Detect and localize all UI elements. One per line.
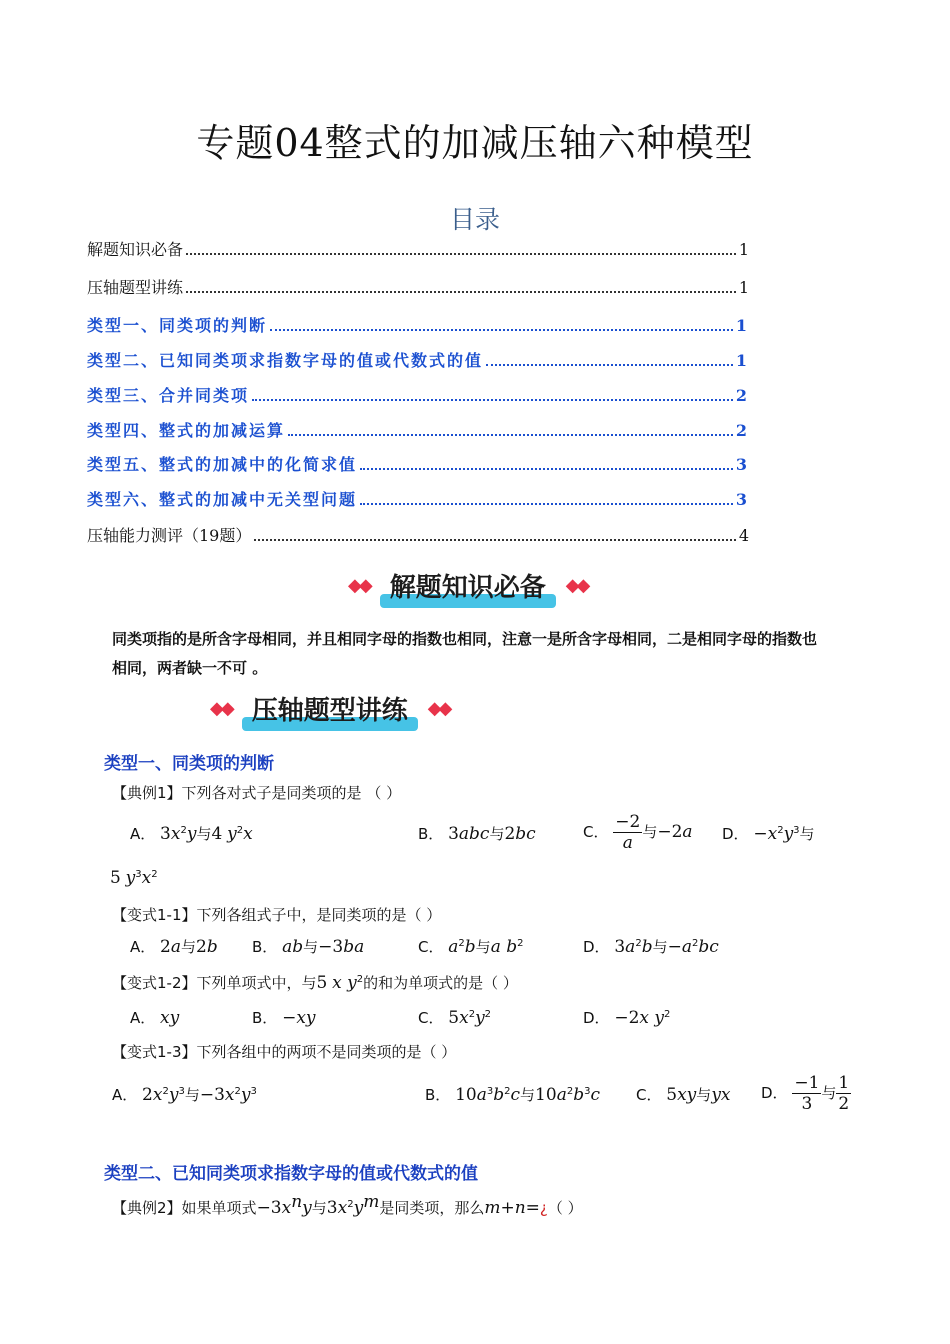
math-var: a bbox=[682, 822, 693, 842]
option-d[interactable] bbox=[583, 1007, 670, 1028]
math-exp: 3 bbox=[486, 1086, 494, 1097]
toc-label: 类型五、整式的加减中的化简求值 bbox=[87, 455, 358, 474]
option-d[interactable] bbox=[583, 936, 719, 957]
math-coef: 5 bbox=[110, 868, 121, 888]
math-connector: 与 bbox=[652, 938, 668, 956]
math-text: a bbox=[625, 937, 636, 957]
math-connector: 与 bbox=[196, 825, 212, 843]
math-var: x bbox=[243, 824, 253, 844]
math-text: 3 bbox=[326, 1198, 338, 1218]
question-text: 下列单项式中，与 bbox=[196, 974, 317, 992]
math-text: b bbox=[573, 1085, 585, 1105]
option-a[interactable] bbox=[130, 1007, 179, 1028]
math-exp: 2 bbox=[180, 825, 187, 836]
math-text: = bbox=[525, 1198, 540, 1218]
question-text: 如果单项式 bbox=[181, 1199, 257, 1217]
option-a[interactable] bbox=[130, 936, 218, 957]
option-a[interactable] bbox=[112, 1084, 257, 1105]
type1-heading: 类型一、同类项的判断 bbox=[104, 754, 274, 774]
toc-leader bbox=[252, 398, 733, 401]
example-2-question bbox=[112, 1192, 583, 1218]
banner-label-box bbox=[242, 690, 418, 727]
toc-leader bbox=[186, 252, 736, 255]
option-b[interactable] bbox=[252, 936, 364, 957]
math-text: a bbox=[170, 937, 182, 957]
math-text: xy bbox=[160, 1008, 180, 1028]
toc-page: 1 bbox=[735, 316, 749, 335]
math-text: x bbox=[337, 1198, 348, 1218]
option-c[interactable] bbox=[418, 1007, 491, 1028]
math-exp: m bbox=[363, 1192, 380, 1212]
toc-label: 类型一、同类项的判断 bbox=[87, 316, 268, 335]
math-text: 10 bbox=[535, 1085, 557, 1105]
toc-page: 1 bbox=[738, 240, 749, 259]
toc-leader bbox=[360, 467, 733, 470]
math-exp: 2 bbox=[151, 869, 158, 880]
math-connector: 与 bbox=[475, 938, 491, 956]
math-exp: 2 bbox=[635, 938, 642, 949]
garbled-glyph: ¿ bbox=[539, 1199, 548, 1217]
toc-row[interactable] bbox=[87, 348, 749, 371]
toc-page: 4 bbox=[738, 526, 749, 545]
math-text: y bbox=[240, 1085, 251, 1105]
math-text: y bbox=[168, 1085, 179, 1105]
diamond-icon: ◆◆ bbox=[210, 698, 232, 719]
option-letter: D． bbox=[583, 1009, 610, 1027]
math-text: y bbox=[475, 1008, 485, 1028]
math-text: x y bbox=[639, 1008, 665, 1028]
math-fraction bbox=[792, 1073, 821, 1114]
toc-label: 类型二、已知同类项求指数字母的值或代数式的值 bbox=[87, 351, 484, 370]
math-connector: 与 bbox=[696, 1086, 712, 1104]
option-letter: C． bbox=[583, 823, 609, 841]
math-coef: 2 bbox=[504, 824, 516, 844]
option-letter: B． bbox=[425, 1086, 451, 1104]
question-tag: 【变式1-2】 bbox=[112, 974, 197, 992]
math-text: a b bbox=[490, 937, 518, 957]
math-text: b bbox=[493, 1085, 505, 1105]
math-coef: 3 bbox=[160, 824, 171, 844]
math-exp: 2 bbox=[504, 1086, 511, 1097]
toc-leader bbox=[270, 328, 733, 331]
math-text: xy bbox=[677, 1085, 697, 1105]
math-exp: 2 bbox=[356, 974, 364, 985]
question-tag: 【变式1-1】 bbox=[112, 906, 197, 924]
math-text: 5 bbox=[448, 1008, 460, 1028]
math-text: x bbox=[224, 1085, 235, 1105]
toc-row[interactable] bbox=[87, 523, 749, 546]
math-var: y bbox=[125, 868, 136, 888]
math-exp: 2 bbox=[691, 938, 699, 949]
question-tag: 【变式1-3】 bbox=[112, 1043, 197, 1061]
option-letter: A． bbox=[112, 1086, 138, 1104]
math-exp: 2 bbox=[566, 1086, 574, 1097]
toc-page: 2 bbox=[735, 421, 749, 440]
math-coef: 3 bbox=[448, 824, 459, 844]
math-var: y bbox=[783, 824, 794, 844]
toc-row[interactable] bbox=[87, 275, 749, 298]
question-tail: （ ） bbox=[547, 1199, 583, 1217]
diamond-icon: ◆◆ bbox=[348, 575, 370, 596]
toc-row[interactable] bbox=[87, 452, 749, 475]
toc-label: 压轴题型讲练 bbox=[87, 278, 184, 297]
math-var: abc bbox=[458, 824, 490, 844]
option-b[interactable] bbox=[418, 823, 536, 844]
toc-page: 3 bbox=[735, 490, 749, 509]
math-text: −3 bbox=[256, 1198, 282, 1218]
toc-page: 3 bbox=[735, 455, 749, 474]
question-text: 下列各组中的两项不是同类项的是（ ） bbox=[196, 1043, 457, 1061]
math-var: x bbox=[170, 824, 181, 844]
math-text: a bbox=[476, 1085, 487, 1105]
math-exp: 3 bbox=[250, 1086, 257, 1097]
math-text: −3 bbox=[199, 1085, 225, 1105]
math-connector: 与 bbox=[181, 938, 197, 956]
math-var: y bbox=[186, 824, 197, 844]
toc-row[interactable] bbox=[87, 237, 749, 260]
math-text: 5 bbox=[666, 1085, 678, 1105]
math-text: ab bbox=[282, 937, 304, 957]
toc-label: 类型三、合并同类项 bbox=[87, 386, 250, 405]
math-exp: 3 bbox=[584, 1086, 591, 1097]
fraction-numerator: 1 bbox=[838, 1073, 850, 1093]
math-text: y bbox=[302, 1198, 312, 1218]
toc-leader bbox=[288, 433, 733, 436]
math-exp: n bbox=[291, 1192, 303, 1212]
math-connector: 与 bbox=[520, 1086, 536, 1104]
math-exp: 2 bbox=[484, 1009, 492, 1020]
math-text: − bbox=[282, 1008, 297, 1028]
math-fraction bbox=[836, 1073, 851, 1114]
banner-label-box bbox=[380, 567, 556, 604]
option-letter: B． bbox=[418, 825, 444, 843]
math-exp: 2 bbox=[162, 1086, 169, 1097]
math-text: b bbox=[641, 937, 653, 957]
math-text: + bbox=[500, 1198, 515, 1218]
option-letter: A． bbox=[130, 825, 156, 843]
math-sign: − bbox=[753, 824, 768, 844]
section-banner-practice bbox=[210, 690, 449, 727]
math-text: x y bbox=[332, 973, 357, 993]
variant-1-1-question bbox=[112, 904, 441, 925]
math-text: m bbox=[484, 1198, 501, 1218]
math-exp: 2 bbox=[664, 1009, 671, 1020]
math-exp: 2 bbox=[517, 938, 524, 949]
math-text: n bbox=[514, 1198, 526, 1218]
math-connector: 与 bbox=[642, 823, 658, 841]
question-text: 与 bbox=[311, 1199, 327, 1217]
math-exp: 3 bbox=[135, 869, 142, 880]
option-letter: C． bbox=[418, 938, 444, 956]
math-text: xy bbox=[296, 1008, 316, 1028]
toc-row[interactable] bbox=[87, 418, 749, 441]
option-a[interactable] bbox=[130, 823, 253, 844]
type2-heading: 类型二、已知同类项求指数字母的值或代数式的值 bbox=[104, 1164, 478, 1184]
toc-page: 2 bbox=[735, 386, 749, 405]
math-text: yx bbox=[711, 1085, 731, 1105]
math-text: 3 bbox=[614, 937, 626, 957]
option-c[interactable] bbox=[418, 936, 523, 957]
option-letter: C． bbox=[418, 1009, 444, 1027]
option-letter: B． bbox=[252, 1009, 278, 1027]
fraction-denominator: 2 bbox=[838, 1094, 850, 1114]
math-text: b bbox=[464, 937, 476, 957]
math-text: ba bbox=[343, 937, 365, 957]
option-letter: C． bbox=[636, 1086, 662, 1104]
option-letter: B． bbox=[252, 938, 278, 956]
knowledge-paragraph bbox=[112, 625, 912, 683]
option-letter: D． bbox=[583, 938, 610, 956]
option-b[interactable] bbox=[425, 1084, 600, 1105]
diamond-icon: ◆◆ bbox=[427, 698, 450, 719]
math-connector: 与 bbox=[821, 1084, 837, 1102]
variant-1-3-question bbox=[112, 1041, 456, 1062]
section-banner-knowledge bbox=[348, 567, 587, 604]
math-text: − bbox=[667, 937, 682, 957]
math-text: −2 bbox=[614, 1008, 640, 1028]
math-exp: 2 bbox=[234, 1086, 241, 1097]
toc-row[interactable] bbox=[87, 487, 749, 510]
question-text: 下列各对式子是同类项的是 （ ） bbox=[181, 784, 402, 802]
math-fraction bbox=[613, 812, 642, 853]
math-exp: 2 bbox=[458, 938, 465, 949]
diamond-icon: ◆◆ bbox=[565, 575, 588, 596]
math-var: x bbox=[767, 824, 778, 844]
toc-leader bbox=[254, 538, 735, 541]
option-c[interactable] bbox=[636, 1084, 731, 1105]
math-connector: 与 bbox=[303, 938, 319, 956]
question-text: 下列各组式子中，是同类项的是（ ） bbox=[196, 906, 442, 924]
math-text: x bbox=[281, 1198, 292, 1218]
fraction-numerator: −1 bbox=[794, 1073, 820, 1093]
math-exp: 2 bbox=[468, 1009, 476, 1020]
question-text: 是同类项，那么 bbox=[379, 1199, 485, 1217]
math-connector: 与 bbox=[184, 1086, 200, 1104]
math-text: a bbox=[556, 1085, 567, 1105]
math-exp: 3 bbox=[793, 825, 800, 836]
math-var: bc bbox=[515, 824, 536, 844]
option-letter: D． bbox=[761, 1084, 788, 1102]
toc-label: 解题知识必备 bbox=[87, 240, 184, 259]
question-text: 的和为单项式的是（ ） bbox=[363, 974, 518, 992]
example-1-question bbox=[112, 782, 401, 803]
math-exp: 3 bbox=[178, 1086, 185, 1097]
option-d[interactable] bbox=[761, 1073, 851, 1114]
toc-page: 1 bbox=[738, 278, 749, 297]
toc-label: 压轴能力测评（19题） bbox=[87, 526, 252, 545]
math-text: 2 bbox=[160, 937, 171, 957]
option-letter: D． bbox=[722, 825, 749, 843]
math-text: y bbox=[353, 1198, 364, 1218]
math-text: a bbox=[681, 937, 692, 957]
fraction-denominator: 3 bbox=[801, 1094, 813, 1114]
math-connector: 与 bbox=[489, 825, 505, 843]
knowledge-line: 相同，两者缺一不可 。 bbox=[112, 659, 268, 677]
math-coef: 4 bbox=[211, 824, 223, 844]
toc-row[interactable] bbox=[87, 313, 749, 336]
math-text: 2 bbox=[196, 937, 207, 957]
math-text: 2 bbox=[142, 1085, 153, 1105]
variant-1-2-question bbox=[112, 972, 518, 993]
math-exp: 2 bbox=[347, 1199, 354, 1210]
toc-leader bbox=[360, 502, 733, 505]
option-letter: A． bbox=[130, 938, 156, 956]
toc-heading: 目录 bbox=[449, 205, 500, 234]
math-text: b bbox=[206, 937, 218, 957]
math-exp: 2 bbox=[236, 825, 244, 836]
toc-label: 类型六、整式的加减中无关型问题 bbox=[87, 490, 358, 509]
math-text: x bbox=[459, 1008, 469, 1028]
math-coef: −2 bbox=[657, 822, 683, 842]
option-letter: A． bbox=[130, 1009, 156, 1027]
toc-leader bbox=[186, 290, 736, 293]
math-text: c bbox=[510, 1085, 521, 1105]
math-text: x bbox=[152, 1085, 163, 1105]
question-tag: 【典例2】 bbox=[112, 1199, 182, 1217]
math-text: bc bbox=[698, 937, 719, 957]
toc-label: 类型四、整式的加减运算 bbox=[87, 421, 286, 440]
page-title: 专题04整式的加减压轴六种模型 bbox=[196, 121, 754, 165]
option-b[interactable] bbox=[252, 1007, 316, 1028]
option-d[interactable] bbox=[722, 823, 815, 844]
banner-label: 解题知识必备 bbox=[389, 573, 546, 603]
toc-leader bbox=[486, 363, 733, 366]
math-text: c bbox=[590, 1085, 600, 1105]
toc-page: 1 bbox=[735, 351, 749, 370]
math-text: a bbox=[448, 937, 459, 957]
math-text: −3 bbox=[318, 937, 344, 957]
toc-row[interactable] bbox=[87, 383, 749, 406]
knowledge-line: 同类项指的是所含字母相同，并且相同字母的指数也相同，注意一是所含字母相同，二是相同字母的指数也 bbox=[112, 630, 818, 648]
question-tag: 【典例1】 bbox=[112, 784, 182, 802]
math-text: 5 bbox=[316, 973, 328, 993]
math-var: y bbox=[227, 824, 237, 844]
math-var: x bbox=[141, 868, 152, 888]
banner-label: 压轴题型讲练 bbox=[251, 696, 408, 726]
math-text: 10 bbox=[455, 1085, 477, 1105]
math-exp: 2 bbox=[777, 825, 784, 836]
option-c[interactable] bbox=[583, 812, 693, 853]
fraction-denominator: a bbox=[622, 833, 633, 853]
option-d-continued bbox=[110, 868, 158, 888]
fraction-numerator: −2 bbox=[615, 812, 641, 832]
math-connector: 与 bbox=[799, 825, 815, 843]
